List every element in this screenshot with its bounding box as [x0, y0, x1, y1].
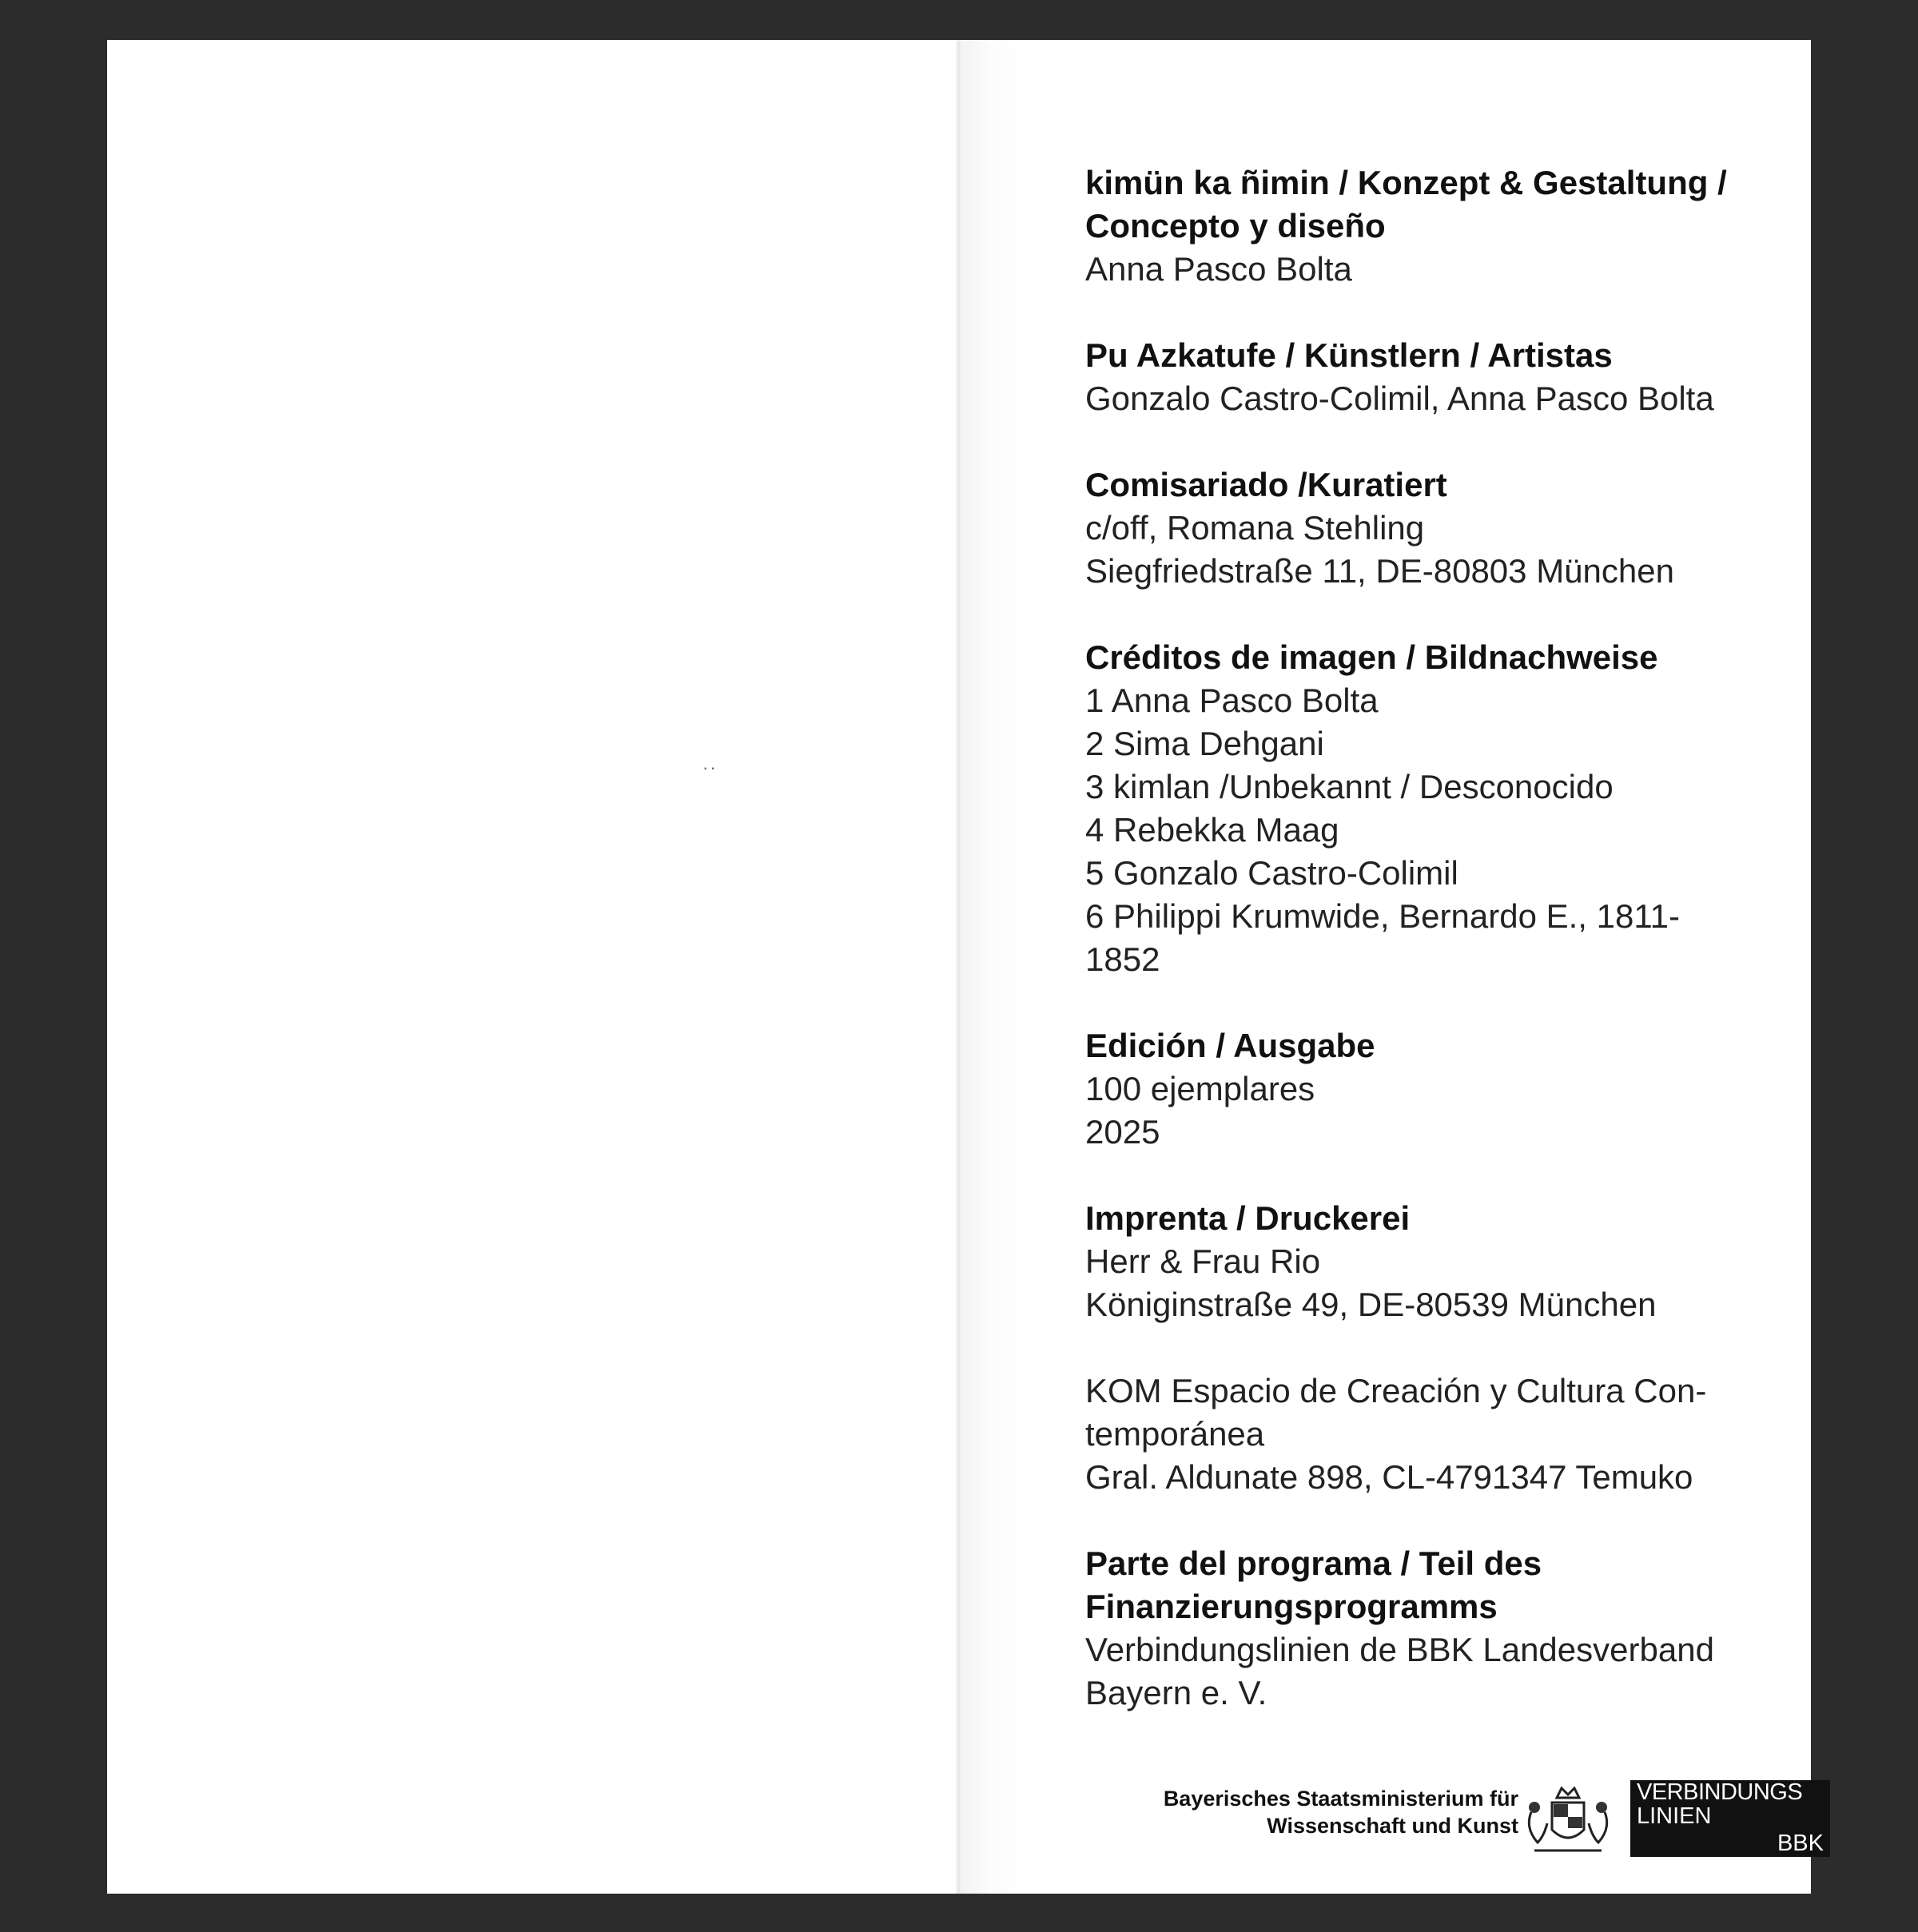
credit-heading: Imprenta / Druckerei — [1085, 1199, 1411, 1237]
credit-line: Verbindungslinien de BBK Landesverband — [1085, 1631, 1714, 1668]
credit-line: KOM Espacio de Creación y Cultura Con- — [1085, 1372, 1707, 1409]
credit-line: Gonzalo Castro-Colimil, Anna Pasco Bolta — [1085, 380, 1714, 417]
credit-line: Anna Pasco Bolta — [1085, 250, 1352, 288]
credit-line: 2025 — [1085, 1113, 1160, 1151]
credit-block — [1085, 161, 1765, 291]
credit-line: c/off, Romana Stehling — [1085, 509, 1425, 547]
credit-block — [1085, 334, 1765, 420]
ministry-line-1: Bayerisches Staatsministerium für — [1163, 1787, 1518, 1811]
credit-line: Bayern e. V. — [1085, 1674, 1267, 1711]
credit-line: 5 Gonzalo Castro-Colimil — [1085, 854, 1458, 892]
credit-block — [1085, 636, 1765, 981]
credit-line: 1 Anna Pasco Bolta — [1085, 682, 1379, 719]
page-gutter — [956, 40, 962, 1894]
ministry-line-2: Wissenschaft und Kunst — [1267, 1814, 1518, 1838]
credit-heading: Edición / Ausgabe — [1085, 1027, 1375, 1064]
credit-heading: Créditos de imagen / Bildnachweise — [1085, 638, 1658, 676]
credit-block — [1085, 1369, 1765, 1499]
credit-line: 2 Sima Dehgani — [1085, 725, 1324, 762]
ministry-name — [1023, 1785, 1518, 1839]
sponsor-footer — [903, 1779, 1824, 1860]
colophon-credits — [1085, 161, 1765, 1758]
logo-line-2: LINIEN — [1637, 1803, 1712, 1829]
credit-block — [1085, 463, 1765, 593]
logo-line-3: BBK — [1777, 1831, 1824, 1856]
credit-line: Gral. Aldunate 898, CL-4791347 Temuko — [1085, 1458, 1693, 1496]
left-page — [107, 40, 959, 1894]
credit-heading: Comisariado /Kuratiert — [1085, 466, 1447, 503]
credit-heading: Finanzierungsprogramms — [1085, 1588, 1498, 1625]
credit-heading: Parte del programa / Teil des — [1085, 1544, 1542, 1582]
credit-heading: kimün ka ñimin / Konzept & Gestaltung / — [1085, 164, 1727, 201]
speck-marks: ·· — [702, 757, 718, 777]
credit-line: 6 Philippi Krumwide, Bernardo E., 1811- — [1085, 897, 1680, 935]
credit-heading: Concepto y diseño — [1085, 207, 1386, 244]
credit-line: Herr & Frau Rio — [1085, 1242, 1321, 1280]
credit-line: 4 Rebekka Maag — [1085, 811, 1339, 849]
credit-line: Siegfriedstraße 11, DE-80803 München — [1085, 552, 1674, 590]
verbindungslinien-logo — [1630, 1780, 1830, 1857]
credit-block — [1085, 1024, 1765, 1154]
credit-line: Königinstraße 49, DE-80539 München — [1085, 1286, 1657, 1323]
credit-line: 3 kimlan /Unbekannt / Desconocido — [1085, 768, 1614, 805]
credit-heading: Pu Azkatufe / Künstlern / Artistas — [1085, 336, 1613, 374]
credit-block — [1085, 1197, 1765, 1326]
logo-line-1: VERBINDUNGS — [1637, 1779, 1803, 1805]
bavarian-coat-of-arms-icon — [1515, 1780, 1621, 1860]
credit-line: 100 ejemplares — [1085, 1070, 1315, 1107]
credit-line: 1852 — [1085, 940, 1160, 978]
credit-block — [1085, 1542, 1765, 1715]
credit-line: temporánea — [1085, 1415, 1265, 1453]
